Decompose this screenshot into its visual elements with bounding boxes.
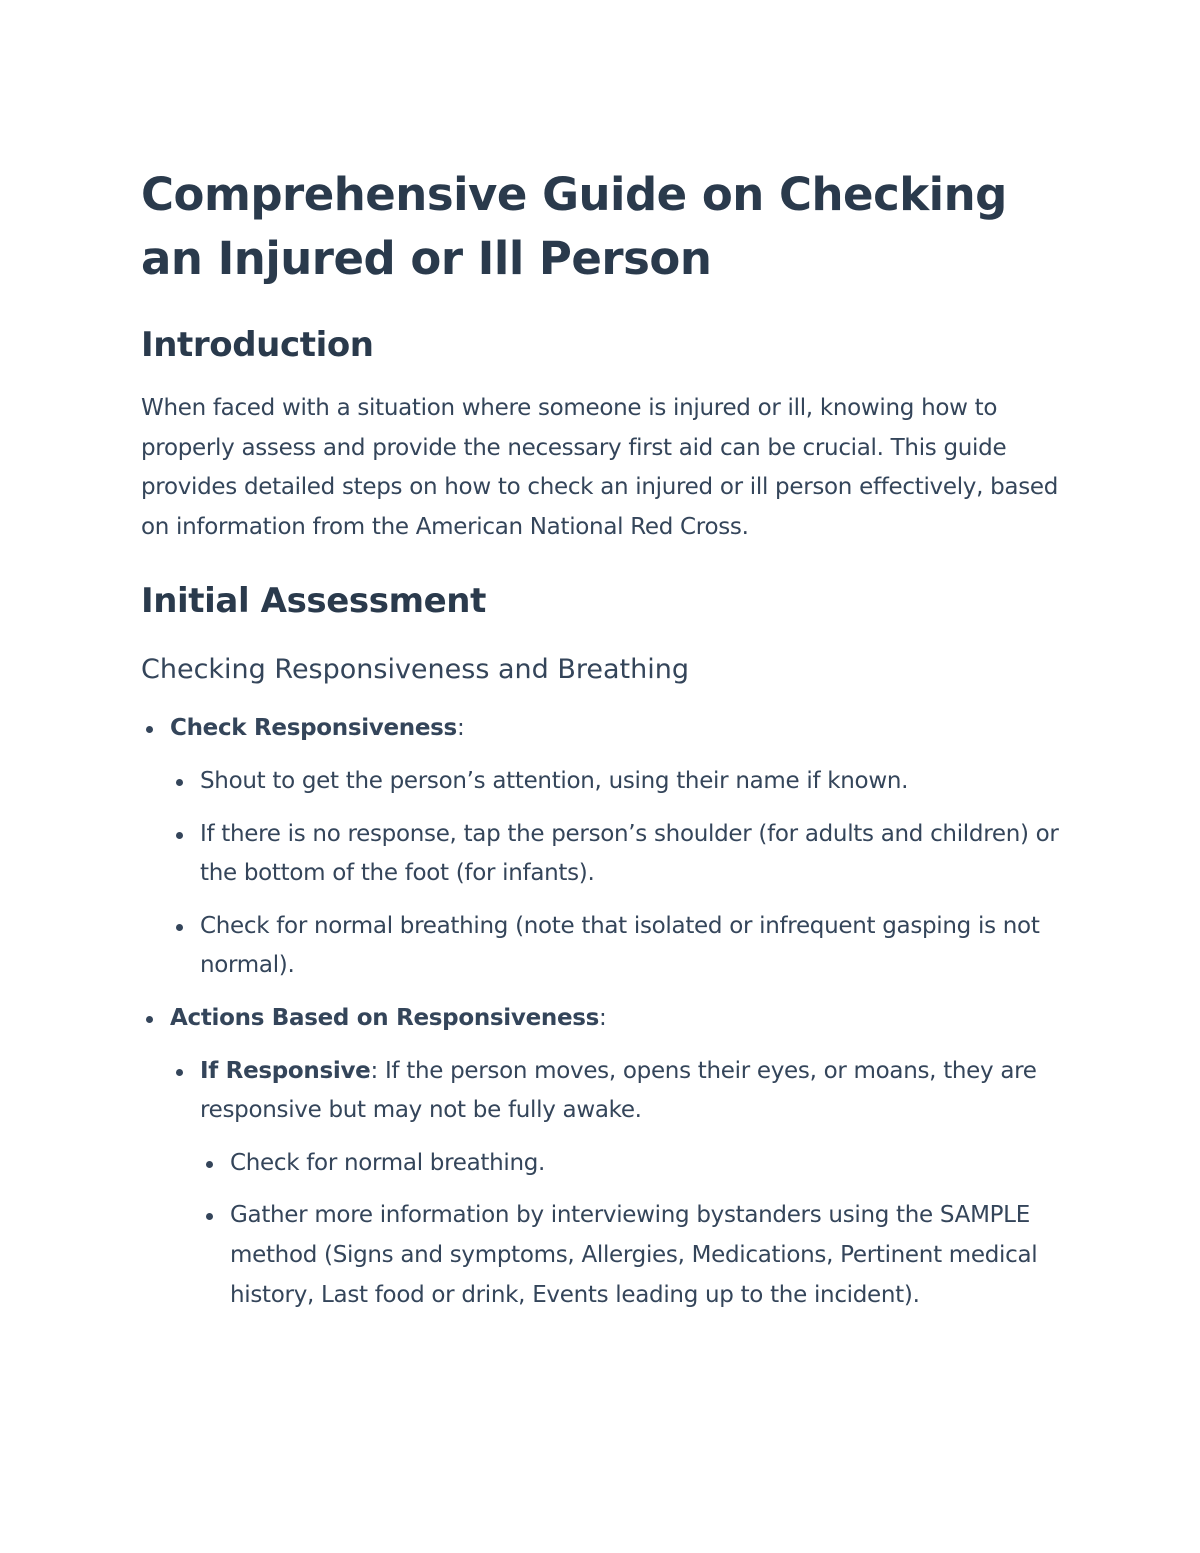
check-responsiveness-colon: : xyxy=(456,715,465,742)
introduction-paragraph: When faced with a situation where someone is injured or ill, knowing how to properly assess and provide the necessary first aid can be crucial. This guide provides detailed steps on how to check an injured or ill person effectively, based on information from the American National Red Cross. xyxy=(141,395,1059,540)
assessment-list xyxy=(141,709,1061,1315)
list-item: Check for normal breathing. xyxy=(230,1144,1061,1184)
actions-sublist xyxy=(170,1052,1061,1316)
if-responsive-text: : If the person moves, opens their eyes, or moans, they are responsive but may not be fully awake. xyxy=(200,1057,1037,1124)
list-item: Check for normal breathing (note that isolated or infrequent gasping is not normal). xyxy=(200,907,1061,986)
actions-label: Actions Based on Responsiveness xyxy=(170,1004,600,1031)
responsiveness-breathing-subheading: Checking Responsiveness and Breathing xyxy=(141,654,690,686)
actions-colon: : xyxy=(599,1004,607,1031)
if-responsive-label: If Responsive xyxy=(200,1057,371,1084)
list-item: Gather more information by interviewing bystanders using the SAMPLE method (Signs and symptoms, Allergies, Medications, Pertinent medical history, Last food or drink, Events leading up to the incident). xyxy=(230,1196,1061,1315)
if-responsive-sublist xyxy=(200,1144,1061,1315)
list-item-if-responsive xyxy=(200,1052,1061,1316)
list-item-actions-based-on-responsiveness xyxy=(170,999,1061,1315)
check-responsiveness-sublist xyxy=(170,762,1061,986)
check-responsiveness-label: Check Responsiveness xyxy=(170,715,457,742)
list-item: If there is no response, tap the person’s shoulder (for adults and children) or the bottom of the foot (for infants). xyxy=(200,815,1061,894)
introduction-heading: Introduction xyxy=(141,325,374,365)
list-item-check-responsiveness xyxy=(170,709,1061,986)
document-title: Comprehensive Guide on Checking an Injured or Ill Person xyxy=(141,168,1007,285)
document-content xyxy=(141,163,1061,1315)
list-item: Shout to get the person’s attention, using their name if known. xyxy=(200,762,1061,802)
initial-assessment-heading: Initial Assessment xyxy=(141,581,486,622)
